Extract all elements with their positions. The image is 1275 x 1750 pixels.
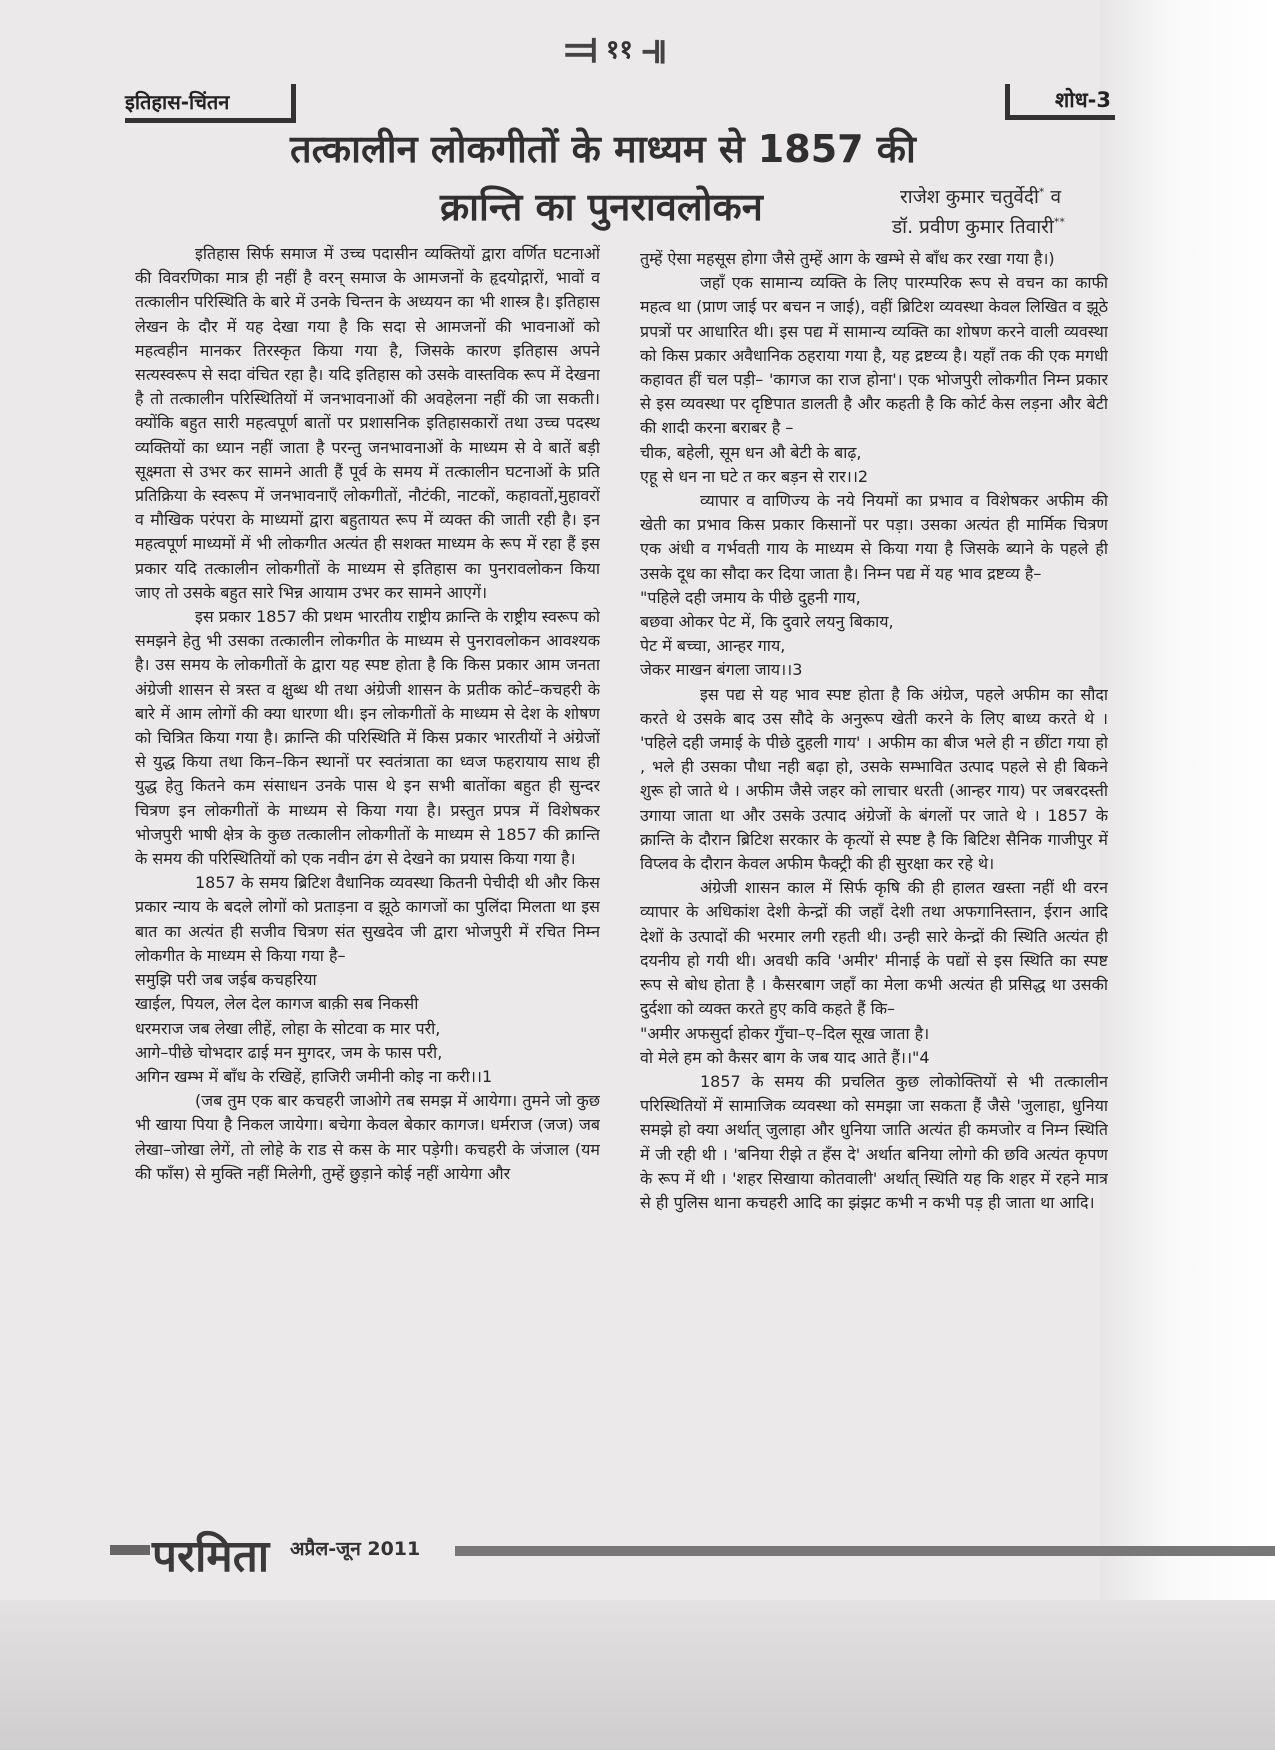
paragraph: व्यापार व वाणिज्य के नये नियमों का प्रभाव व विशेषकर अफीम की खेती का प्रभाव किस प्रकार किसानों पर पड़ा। उसका अत्यंत ही मार्मिक चित्रण एक अंधी व गर्भवती गाय के माध्यम से किया गया है जिसके ब्याने के पहले ही उसके दूध का सौदा कर दिया जाता है। निम्न पद्य में यह भाव द्रष्टव्य है– <box>640 491 1108 583</box>
verse-line: "पहिले दही जमाय के पीछे दुहनी गाय, <box>640 587 861 607</box>
verse-line: जेकर माखन बंगला जाय।।3 <box>640 660 803 680</box>
page-number-ornament <box>556 18 676 78</box>
paragraph: इस प्रकार 1857 की प्रथम भारतीय राष्ट्रीय क्रान्ति के राष्ट्रीय स्वरूप को समझने हेतु भी उसका तत्कालीन लोकगीत के माध्यम से पुनरावलोकन आवश्यक है। उस समय के लोकगीतों के द्वारा यह स्पष्ट होता है कि किस प्रकार आम जनता अंग्रेजी शासन से त्रस्त व क्षुब्ध थी तथा अंग्रेजी शासन के प्रतीक कोर्ट–कचहरी के बारे में आम लोगों की क्या धारणा थी। इन लोकगीतों के माध्यम से देश के शोषण को चित्रित किया गया है। क्रान्ति की परिस्थिति में किस प्रकार भारतीयों ने अंग्रेजों से युद्ध किया तथा किन–किन स्थानों पर स्वतंत्राता का ध्वज फहरायाय साथ ही युद्ध हेतु कितने कम संसाधन उनके पास थे इन सभी बातोंका बहुत ही सुन्दर चित्रण इन लोकगीतों के माध्यम से किया गया है। प्रस्तुत प्रपत्र में विशेषकर भोजपुरी भाषी क्षेत्र के कुछ तत्कालीन लोकगीतों के माध्यम से 1857 की क्रान्ति के समय की परिस्थितियों को एक नवीन ढंग से देखने का प्रयास किया गया है। <box>135 607 600 869</box>
magazine-logo: परमिता <box>152 1531 270 1582</box>
paragraph: (जब तुम एक बार कचहरी जाओगे तब समझ में आयेगा। तुमने जो कुछ भी खाया पिया है निकल जायेगा। बचेगा केवल बेकार कागज। धर्मराज (जज) जब लेखा–जोखा लेगें, तो लोहे के राड से कस के मार पड़ेगी। कचहरी के जंजाल (यम की फाँस) से मुक्ति नहीं मिलेगी, तुम्हें छुड़ाने कोई नहीं आयेगा और <box>135 1091 600 1183</box>
verse-line: एहू से धन ना घटे त कर बड़न से रार।।2 <box>640 466 869 486</box>
author-1-mark: * <box>1038 185 1045 199</box>
verse-line: अगिन खम्भ में बाँध के रखिहें, हाजिरी जमीनी कोइ ना करी।।1 <box>135 1066 493 1086</box>
verse-line: आगे–पीछे चोभदार ढाई मन मुगदर, जम के फास परी, <box>135 1042 443 1062</box>
section-label-left: इतिहास-चिंतन <box>125 84 296 123</box>
article-title-line2: क्रान्ति का पुनरावलोकन <box>440 185 763 229</box>
right-ornament-icon: ⫣ <box>640 22 668 74</box>
verse-line: बछवा ओकर पेट में, कि दुवारे लयनु बिकाय, <box>640 612 894 632</box>
paragraph: तुम्हें ऐसा महसूस होगा जैसे तुम्हें आग के खम्भे से बाँध कर रखा गया है।) <box>640 249 1055 268</box>
verse-line: चीक, बहेली, सूम धन औ बेटी के बाढ़, <box>640 442 862 462</box>
paragraph: इतिहास सिर्फ समाज में उच्च पदासीन व्यक्तियों द्वारा वर्णित घटनाओं की विवरणिका मात्र ही नहीं है वरन् समाज के आमजनों के हृदयोद्गारों, भावों व तत्कालीन परिस्थिति के बारे में उनके चिन्तन के अध्ययन का भी शास्त्र है। इतिहास लेखन के दौर में यह देखा गया है कि सदा से आमजनों की भावनाओं को महत्वहीन मानकर तिरस्कृत किया गया है, जिसके कारण इतिहास अपने सत्यस्वरूप से सदा वंचित रहा है। यदि इतिहास को उसके वास्तविक रूप में देखना है तो तत्कालीन परिस्थितियों में जनभावनाओं की अवहेलना नहीं की जा सकती। क्योंकि बहुत सारी महत्वपूर्ण बातों पर प्रशासनिक इतिहासकारों तथा उच्च पदस्थ व्यक्तियों का ध्यान नहीं जाता है परन्तु जनभावनाओं के माध्यम से वे बातें बड़ी सूक्ष्मता से उभर कर सामने आती हैं पूर्व के समय में तत्कालीन घटनाओं के प्रति प्रतिक्रिया के स्वरूप में जनभावनाएँ लोकगीतों, नौटंकी, नाटकों, कहावतों,मुहावरों व मौखिक परंपरा के माध्यमों द्वारा बहुतायत रूप में व्यक्त की जाती रही है। इन महत्वपूर्ण माध्यमों में भी लोकगीत अत्यंत ही सशक्त माध्यम के रूप में रहा हैं इस प्रकार यदि तत्कालीन लोकगीतों के माध्यम से इतिहास का पुनरावलोकन किया जाए तो उसके बहुत सारे भिन्न आयाम उभर कर सामने आएगें। <box>135 244 600 602</box>
paragraph: 1857 के समय की प्रचलित कुछ लोकोक्तियों से भी तत्कालीन परिस्थितियों में सामाजिक व्यवस्था को समझा जा सकता हैं जैसे 'जुलाहा, धुनिया समझे हो क्या अर्थात् जुलाहा और धुनिया जाति अत्यंत ही कमजोर व निम्न स्थिति में जी रही थी । 'बनिया रीझे त हँस दे' अर्थात बनिया लोगो की छवि अत्यंत कृपण के रूप में थी । 'शहर सिखाया कोतवाली' अर्थात् स्थिति यह कि शहर में रहने मात्र से ही पुलिस थाना कचहरी आदि का झंझट कभी न कभी पड़ ही जाता था आदि। <box>640 1071 1108 1212</box>
paragraph: इस पद्य से यह भाव स्पष्ट होता है कि अंग्रेज, पहले अफीम का सौदा करते थे उसके बाद उस सौदे के अनुरूप खेती करने के लिए बाध्य करते थे । 'पहिले दही जमाई के पीछे दुहली गाय' । अफीम का बीज भले ही न छींटा गया हो , भले ही उसका पौधा नही बढ़ा हो, उसके सम्भावित उत्पाद पहले से ही बिकने शुरू हो जाते थे । अफीम जैसे जहर को लाचार धरती (आन्हर गाय) पर जबरदस्ती उगाया जाता था और उसके उत्पाद अंग्रेजों के बंगलों पर जाते थे । 1857 के क्रान्ति के दौरान ब्रिटिश सरकार के कृत्यों से स्पष्ट है कि बिटिश सैनिक गाजीपुर में विप्लव के दौरान केवल अफीम फैक्ट्री की ही सुरक्षा कर रहे थे। <box>640 684 1108 874</box>
article-title-line1: तत्कालीन लोकगीतों के माध्यम से 1857 की <box>290 127 916 171</box>
paragraph: जहाँ एक सामान्य व्यक्ति के लिए पारम्परिक रूप से वचन का काफी महत्व था (प्राण जाई पर बचन न जाई), वहीं ब्रिटिश व्यवस्था केवल लिखित व झूठे प्रपत्रों पर आधारित थी। इस पद्य में सामान्य व्यक्ति का शोषण करने वाली व्यवस्था को किस प्रकार अवैधानिक ठहराया गया है, यह द्रष्टव्य है। यहाँ तक की एक मगधी कहावत हीं चल पड़ी– 'कागज का राज होना'। एक भोजपुरी लोकगीत निम्न प्रकार से इस व्यवस्था पर दृष्टिपात डालती है और कहती है कि कोर्ट केस लड़ना और बेटी की शादी करना बराबर है – <box>640 273 1108 438</box>
footer-rule-left <box>110 1545 150 1555</box>
verse-line: वो मेले हम को कैसर बाग के जब याद आते हैं।।"4 <box>640 1047 930 1067</box>
verse-line: समुझि परी जब जईब कचहरिया <box>135 970 317 990</box>
authors-block <box>830 182 1120 242</box>
author-join: व <box>1050 186 1062 208</box>
author-2: डॉ. प्रवीण कुमार तिवारी <box>892 216 1054 238</box>
left-ornament-icon: ⫤ <box>564 22 598 74</box>
scan-edge <box>1100 0 1275 1750</box>
author-line-1 <box>830 182 1120 212</box>
verse-line: खाईल, पियल, लेल देल कागज बाक़ी सब निकसी <box>135 994 419 1014</box>
right-column <box>640 247 1108 1537</box>
footer-rule-right <box>455 1546 1275 1556</box>
verse-line: धरमराज जब लेखा लीहें, लोहा के सोटवा क मार परी, <box>135 1018 441 1038</box>
issue-date: अप्रैल-जून 2011 <box>290 1538 421 1560</box>
verse-line: पेट में बच्चा, आन्हर गाय, <box>640 636 786 656</box>
page-number: ११ <box>605 35 633 65</box>
author-2-mark: ** <box>1053 215 1065 229</box>
paragraph: 1857 के समय ब्रिटिश वैधानिक व्यवस्था कितनी पेचीदी थी और किस प्रकार न्याय के बदले लोगों को प्रताड़ना व झूठे कागजों का पुलिंदा मिलता था इस बात का अत्यंत ही सजीव चित्रण संत सुखदेव जी द्वारा भोजपुरी में रचित निम्न लोकगीत के माध्यम से किया गया है– <box>135 873 600 965</box>
author-1: राजेश कुमार चतुर्वेदी <box>900 186 1039 208</box>
section-label-right: शोध-3 <box>1005 84 1115 120</box>
verse-line: "अमीर अफसुर्दा होकर गुँचा–ए–दिल सूख जाता है। <box>640 1023 930 1043</box>
paragraph: अंग्रेजी शासन काल में सिर्फ कृषि की ही हालत खस्ता नहीं थी वरन व्यापार के अधिकांश देशी केन्द्रों की जहाँ देशी तथा अफगानिस्तान, ईरान आदि देशों के उत्पादों की भरमार लगी रहती थी। उन्ही सारे केन्द्रों की स्थिति अत्यंत ही दयनीय हो गयी थी। अवधी कवि 'अमीर' मीनाई के पद्यों से इस स्थिति का स्पष्ट रूप से बोध होता है । कैसरबाग जहाँ का मेला कभी अत्यंत ही प्रसिद्ध था उसकी दुर्दशा को व्यक्त करते हुए कवि कहते हैं कि– <box>640 878 1108 1019</box>
left-column <box>135 242 600 1532</box>
author-line-2 <box>830 212 1120 242</box>
scan-bottom <box>0 1600 1275 1750</box>
